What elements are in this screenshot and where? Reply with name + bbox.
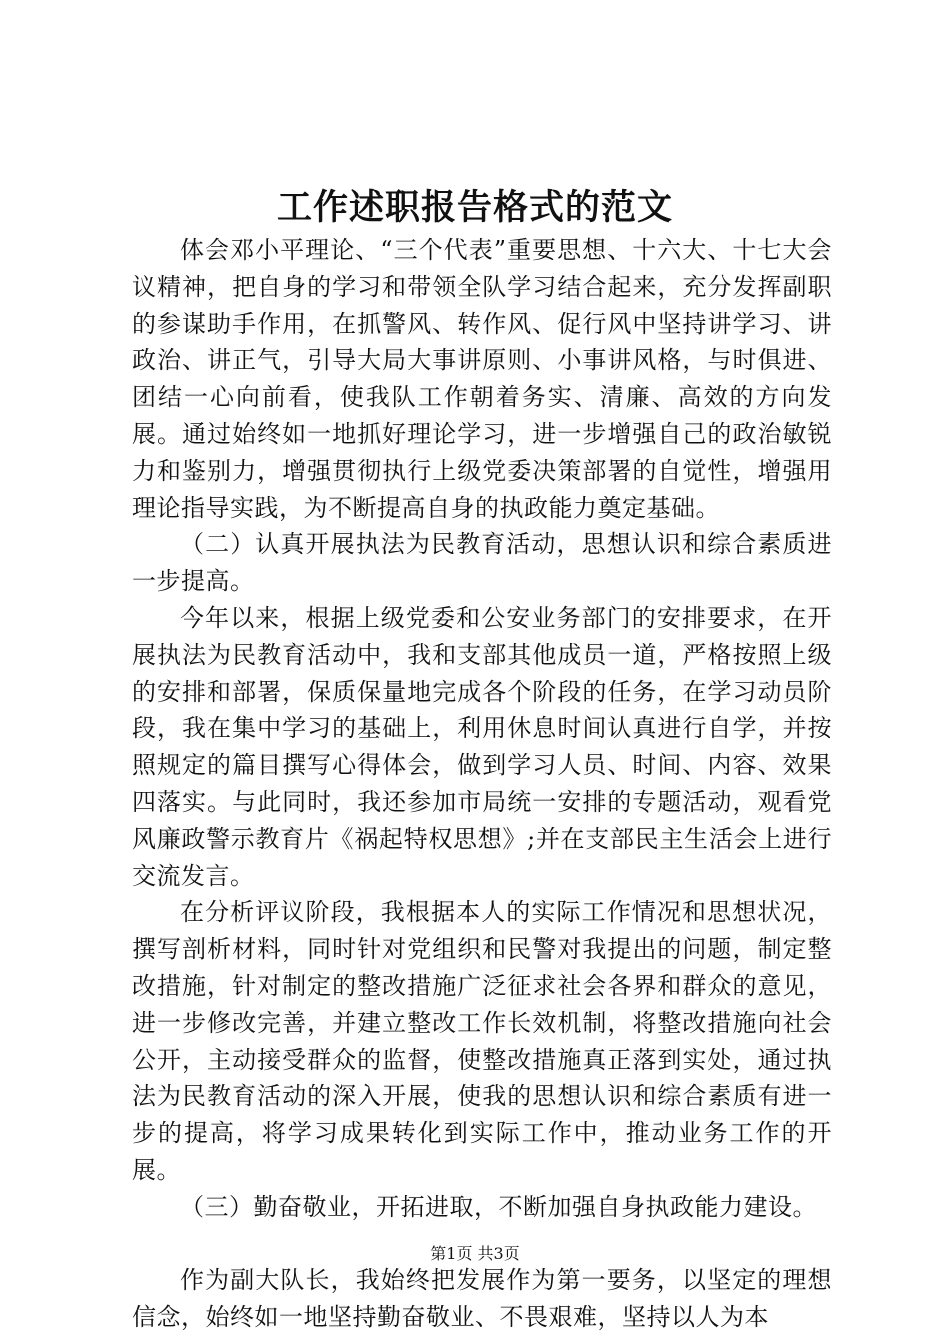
paragraph-1: 体会邓小平理论、“三个代表”重要思想、十六大、十七大会议精神，把自身的学习和带领全队学习结合起来，充分发挥副职的参谋助手作用，在抓警风、转作风、促行风中坚持讲学习、讲政治、讲正气，引导大局大事讲原则、小事讲风格，与时俱进、团结一心向前看，使我队工作朝着务实、清廉、高效的方向发展。通过始终如一地抓好理论学习，进一步增强自己的政治敏锐力和鉴别力，增强贯彻执行上级党委决策部署的自觉性，增强用理论指导实践，为不断提高自身的执政能力奠定基础。	[132, 236, 832, 522]
paragraph-3: 在分析评议阶段，我根据本人的实际工作情况和思想状况，撰写剖析材料，同时针对党组织和民警对我提出的问题，制定整改措施，针对制定的整改措施广泛征求社会各界和群众的意见，进一步修改完善，并建立整改工作长效机制，将整改措施向社会公开，主动接受群众的监督，使整改措施真正落到实处，通过执法为民教育活动的深入开展，使我的思想认识和综合素质有进一步的提高，将学习成果转化到实际工作中，推动业务工作的开展。	[132, 898, 832, 1184]
document-body	[132, 232, 832, 1336]
paragraph-2: 今年以来，根据上级党委和公安业务部门的安排要求，在开展执法为民教育活动中，我和支部其他成员一道，严格按照上级的安排和部署，保质保量地完成各个阶段的任务，在学习动员阶段，我在集中学习的基础上，利用休息时间认真进行自学，并按照规定的篇目撰写心得体会，做到学习人员、时间、内容、效果四落实。与此同时，我还参加市局统一安排的专题活动，观看党风廉政警示教育片《祸起特权思想》;并在支部民主生活会上进行交流发言。	[132, 603, 832, 890]
paragraph-4: 作为副大队长，我始终把发展作为第一要务，以坚定的理想信念，始终如一地坚持勤奋敬业、不畏艰难，坚持以人为本	[132, 1266, 832, 1332]
section-heading-2: （二）认真开展执法为民教育活动，思想认识和综合素质进一步提高。	[132, 530, 832, 596]
document-title: 工作述职报告格式的范文	[276, 187, 673, 228]
section-heading-3: （三）勤奋敬业，开拓进取，不断加强自身执政能力建设。	[180, 1192, 817, 1221]
page-footer: 第1页 共3页	[430, 1244, 520, 1263]
